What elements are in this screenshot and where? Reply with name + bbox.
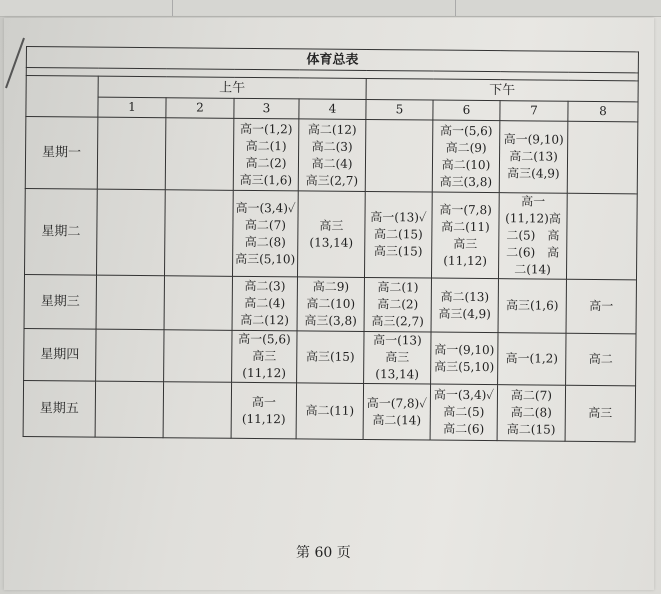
schedule-cell	[566, 279, 636, 334]
class-entry: 高三(1,6)	[239, 172, 293, 187]
page-number: 第 60 页	[296, 545, 351, 561]
period-header: 7	[500, 101, 568, 122]
period-header: 3	[234, 98, 299, 119]
class-entry: 高三(4,9)	[438, 306, 491, 321]
day-row	[25, 188, 638, 279]
class-entry: 高二(13)	[509, 149, 558, 164]
schedule-cell	[232, 330, 297, 383]
class-entry: 高三(2,7)	[371, 314, 424, 329]
class-entry: 高二(5)	[443, 404, 485, 420]
class-entry: 高三	[319, 218, 344, 233]
class-entry: 高三(5,10)	[235, 251, 296, 266]
class-entry: 高二9)	[312, 279, 350, 294]
class-entry: 高一(7,8)✓	[366, 395, 428, 411]
schedule-cell	[364, 191, 432, 278]
class-entry: 高二(8)	[244, 234, 286, 249]
schedule-cell	[164, 330, 232, 383]
class-entry: 二(14)	[514, 262, 551, 277]
class-entry: 高二(1)	[245, 138, 287, 153]
top-edge-divider	[172, 0, 173, 16]
afternoon-header: 下午	[366, 78, 638, 101]
class-entry: 高二(6)	[443, 421, 485, 437]
schedule-cell	[431, 278, 498, 333]
schedule-cell	[497, 385, 565, 442]
class-entry: 高二(15)	[373, 227, 423, 242]
class-entry: 高二(15)	[506, 422, 556, 437]
schedule-cell	[96, 329, 164, 382]
class-entry: 高二(3)	[311, 138, 353, 154]
class-entry: 高一	[589, 298, 614, 314]
schedule-cell	[566, 333, 636, 386]
schedule-cell	[363, 383, 430, 440]
schedule-cell	[296, 383, 363, 440]
class-entry: 高二(14)	[372, 412, 422, 427]
class-entry: 高二(10)	[441, 157, 491, 172]
period-header: 5	[366, 99, 433, 120]
schedule-cell	[164, 276, 232, 331]
class-entry: 高一	[521, 194, 546, 209]
schedule-cell	[430, 384, 497, 441]
class-entry: 高二(11)	[305, 403, 355, 418]
class-entry: 高一(3,4)✓	[235, 200, 296, 215]
period-header: 1	[98, 97, 166, 118]
class-entry: 高二(10)	[306, 296, 356, 311]
schedule-cell	[498, 279, 566, 334]
class-entry: 高一	[251, 394, 276, 409]
class-entry: 高一(13)	[373, 333, 422, 348]
class-entry: 高二(7)	[244, 217, 287, 232]
pe-schedule-table	[23, 46, 639, 442]
class-entry: (11,12)高	[505, 211, 561, 226]
class-entry: 高一(5,6)	[238, 331, 291, 347]
day-label: 星期五	[23, 380, 95, 437]
class-entry: 高二(2)	[377, 297, 419, 312]
class-entry: 高二(4)	[311, 155, 353, 171]
class-entry: 高三(5,10)	[434, 359, 495, 374]
day-label: 星期四	[24, 328, 96, 381]
class-entry: 高二(1)	[377, 280, 419, 295]
schedule-cell	[97, 189, 166, 276]
class-entry: 高三	[252, 348, 277, 364]
schedule-cell	[297, 331, 364, 384]
schedule-cell	[95, 381, 163, 438]
class-entry: 高三	[385, 350, 410, 365]
schedule-cell	[165, 118, 234, 191]
class-entry: 高一(13)✓	[370, 210, 427, 225]
class-entry: (11,12)	[241, 411, 286, 426]
schedule-cell	[567, 121, 638, 194]
schedule-cell	[431, 192, 499, 279]
morning-header: 上午	[98, 76, 366, 99]
day-row	[23, 380, 635, 441]
schedule-cell	[498, 333, 566, 386]
class-entry: 高一(7,8)	[439, 202, 492, 217]
class-entry: 高一(5,6)	[439, 123, 493, 138]
class-entry: 高三(1,6)	[505, 298, 559, 313]
schedule-cell	[499, 121, 568, 194]
class-entry: (13,14)	[309, 234, 354, 250]
schedule-cell	[231, 382, 296, 439]
schedule-cell	[232, 190, 298, 277]
schedule-cell	[297, 191, 365, 278]
schedule-cell	[432, 120, 500, 193]
class-entry: 高二(3)	[244, 278, 286, 294]
schedule-cell	[96, 275, 164, 330]
schedule-cell	[233, 118, 299, 191]
class-entry: 高二(12)	[240, 312, 289, 328]
schedule-cell	[365, 119, 433, 192]
schedule-cell	[163, 382, 231, 439]
schedule-cell	[364, 331, 431, 384]
table-title: 体育总表	[26, 47, 638, 73]
schedule-cell	[364, 277, 431, 332]
class-entry: 高一(1,2)	[505, 351, 559, 366]
class-entry: 二(6) 高	[506, 245, 560, 260]
schedule-cell	[97, 117, 166, 190]
class-entry: (13,14)	[375, 367, 420, 382]
class-entry: 高二(7)	[510, 388, 553, 403]
schedule-cell	[298, 119, 366, 192]
class-entry: 高二(11)	[441, 219, 490, 234]
class-entry: 高三	[588, 405, 613, 421]
schedule-cell	[431, 332, 498, 385]
class-entry: 二(5) 高	[506, 228, 560, 243]
schedule-cell	[565, 385, 635, 442]
top-edge-divider	[455, 0, 456, 16]
class-entry: (11,12)	[443, 253, 488, 268]
corner-cell	[26, 76, 98, 118]
day-row	[24, 328, 636, 385]
schedule-cell	[165, 190, 234, 277]
top-paper-edge	[0, 0, 661, 17]
class-entry: 高三	[453, 236, 478, 251]
schedule-cell	[232, 276, 297, 331]
class-entry: (11,12)	[242, 365, 287, 381]
day-label: 星期一	[25, 117, 98, 190]
period-header: 8	[568, 101, 638, 122]
schedule-cell	[297, 277, 364, 332]
class-entry: 高一(9,10)	[503, 132, 564, 147]
class-entry: 高二	[588, 351, 613, 367]
day-label: 星期三	[24, 274, 96, 329]
class-entry: 高三(15)	[305, 349, 355, 364]
class-entry: 高二(9)	[445, 140, 487, 155]
day-row	[25, 117, 638, 194]
class-entry: 高二(13)	[440, 289, 490, 304]
class-entry: 高三(4,9)	[507, 166, 560, 181]
schedule-cell	[498, 193, 567, 280]
period-header: 2	[166, 98, 234, 119]
class-entry: 高二(12)	[307, 121, 357, 137]
class-entry: 高一(9,10)	[434, 342, 495, 357]
class-entry: 高三(3,8)	[304, 313, 357, 328]
class-entry: 高三(3,8)	[439, 174, 493, 189]
period-header: 6	[433, 100, 500, 121]
period-header: 4	[299, 99, 366, 120]
class-entry: 高二(8)	[510, 405, 552, 420]
class-entry: 高二(2)	[245, 155, 287, 170]
class-entry: 高一(3,4)✓	[433, 387, 495, 403]
day-label: 星期二	[25, 188, 98, 275]
class-entry: 高二(4)	[244, 295, 286, 311]
class-entry: 高三(15)	[373, 244, 423, 259]
class-entry: 高一(1,2)	[239, 121, 293, 136]
schedule-cell	[566, 193, 637, 280]
day-row	[24, 274, 636, 333]
class-entry: 高三(2,7)	[305, 172, 359, 188]
